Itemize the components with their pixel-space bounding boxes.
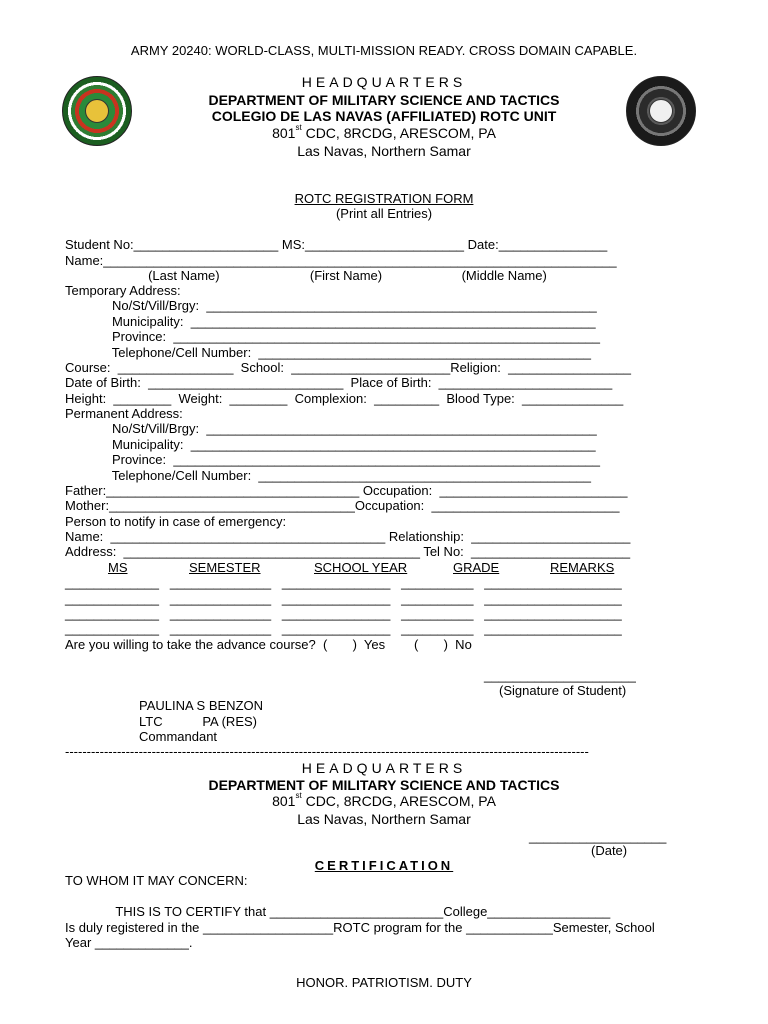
form-line-temp-street[interactable]: No/St/Vill/Brgy: ______________________________________________________ [65,298,597,313]
cert-body-line-3[interactable]: Year _____________. [65,935,193,950]
table-row[interactable]: _____________ ______________ _______________ __________ ___________________ [65,621,622,636]
form-line-height[interactable]: Height: ________ Weight: ________ Complexion: _________ Blood Type: ______________ [65,391,624,406]
form-line-perm-street[interactable]: No/St/Vill/Brgy: ______________________________________________________ [65,421,597,436]
cert-date-line[interactable]: ___________________ [529,829,667,844]
form-line-temp-phone[interactable]: Telephone/Cell Number: ______________________________________________ [65,345,591,360]
signature-line[interactable]: _____________________ [484,668,636,683]
signature-label: (Signature of Student) [499,683,627,698]
form-line-name[interactable]: Name:_______________________________________________________________________ [65,253,617,268]
motto-top: ARMY 20240: WORLD-CLASS, MULTI-MISSION READY. CROSS DOMAIN CAPABLE. [130,43,638,58]
form-line-emergency-address[interactable]: Address: _________________________________________ Tel No: ______________________ [65,544,631,559]
table-header-remarks: REMARKS [550,560,615,575]
commandant-title: Commandant [139,729,218,744]
form-line-perm-address: Permanent Address: [65,406,183,421]
commandant-name: PAULINA S BENZON [139,698,264,713]
form-line-temp-municipality[interactable]: Municipality: ________________________________________________________ [65,314,596,329]
form-title: ROTC REGISTRATION FORM [294,191,474,206]
commandant-rank: LTC PA (RES) [139,714,257,729]
form-line-mother[interactable]: Mother:__________________________________Occupation: __________________________ [65,498,620,513]
form-line-father[interactable]: Father:___________________________________ Occupation: __________________________ [65,483,628,498]
college-heading: COLEGIO DE LAS NAVAS (AFFILIATED) ROTC UNIT [211,108,557,124]
cert-dept-heading: DEPARTMENT OF MILITARY SCIENCE AND TACTICS [208,777,560,793]
table-header-grade: GRADE [453,560,500,575]
form-line-temp-address: Temporary Address: [65,283,181,298]
motto-bottom: HONOR. PATRIOTISM. DUTY [296,975,472,990]
cert-salutation: TO WHOM IT MAY CONCERN: [65,873,248,888]
form-line-emergency: Person to notify in case of emergency: [65,514,287,529]
cert-hq-heading: HEADQUARTERS [301,760,467,776]
form-line-birth[interactable]: Date of Birth: ___________________________ Place of Birth: ________________________ [65,375,613,390]
table-header-school-year: SCHOOL YEAR [314,560,408,575]
cert-body-line-1[interactable]: THIS IS TO CERTIFY that ________________________College_________________ [65,904,611,919]
location-line: Las Navas, Northern Samar [297,143,471,159]
cert-date-label: (Date) [591,843,628,858]
form-line-perm-phone[interactable]: Telephone/Cell Number: ______________________________________________ [65,468,591,483]
table-header-ms: MS [108,560,128,575]
table-row[interactable]: _____________ ______________ _______________ __________ ___________________ [65,591,622,606]
hq-heading: HEADQUARTERS [301,74,467,90]
cert-unit-line: 801st CDC, 8RCDG, ARESCOM, PA [272,791,496,809]
cert-location-line: Las Navas, Northern Samar [297,811,471,827]
table-row[interactable]: _____________ ______________ _______________ __________ ___________________ [65,575,622,590]
certification-title: CERTIFICATION [314,858,454,873]
form-line-perm-municipality[interactable]: Municipality: ________________________________________________________ [65,437,596,452]
form-line-temp-province[interactable]: Province: ___________________________________________________________ [65,329,600,344]
form-line-student-no[interactable]: Student No:____________________ MS:______________________ Date:_______________ [65,237,608,252]
form-line-perm-province[interactable]: Province: ___________________________________________________________ [65,452,600,467]
form-line-emergency-name[interactable]: Name: ______________________________________ Relationship: ______________________ [65,529,631,544]
unit-line: 801st CDC, 8RCDG, ARESCOM, PA [272,123,496,141]
divider: ------------------------------------------------------------------------------------------------------------------------- [65,744,589,759]
form-subtitle: (Print all Entries) [335,206,433,221]
advance-course-question[interactable]: Are you willing to take the advance course? ( ) Yes ( ) No [65,637,472,652]
table-row[interactable]: _____________ ______________ _______________ __________ ___________________ [65,606,622,621]
table-header-semester: SEMESTER [189,560,261,575]
cert-body-line-2[interactable]: Is duly registered in the __________________ROTC program for the ____________Semester, School [65,920,655,935]
form-line-course[interactable]: Course: ________________ School: ______________________Religion: _________________ [65,360,632,375]
dept-heading: DEPARTMENT OF MILITARY SCIENCE AND TACTICS [208,92,560,108]
form-line-name-labels: (Last Name) (First Name) (Middle Name) [65,268,547,283]
